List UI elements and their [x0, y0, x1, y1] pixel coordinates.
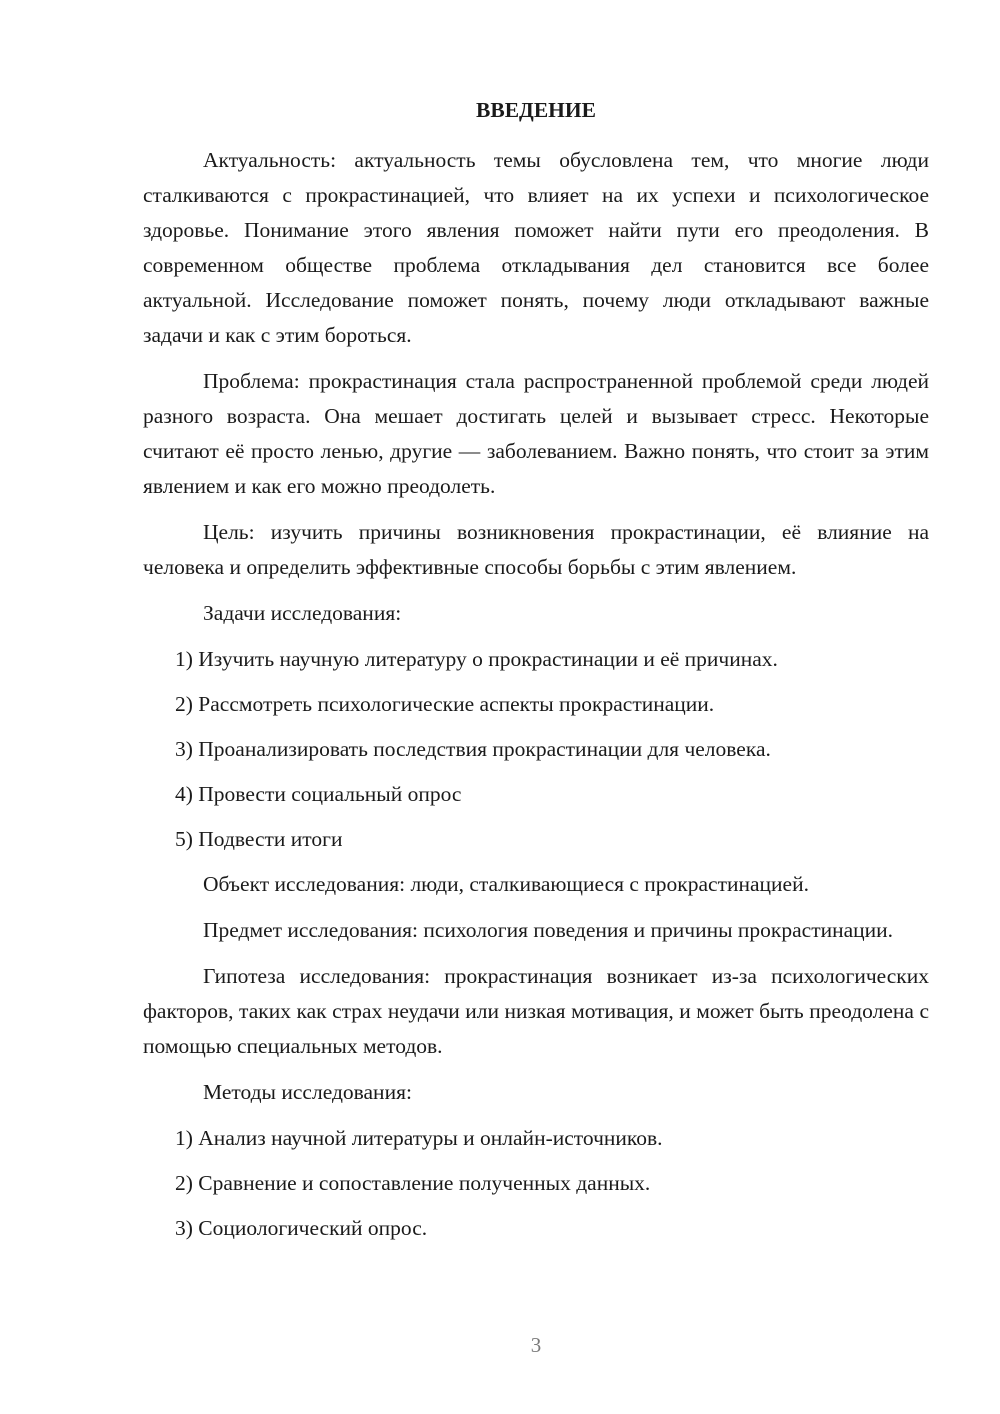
list-item: 4) Провести социальный опрос: [175, 782, 462, 806]
page-number: 3: [530, 1333, 542, 1357]
list-item: 2) Сравнение и сопоставление полученных данных.: [175, 1171, 651, 1195]
list-item: 1) Изучить научную литературу о прокрастинации и её причинах.: [175, 647, 778, 671]
tasks-heading: Задачи исследования:: [203, 601, 402, 625]
list-item: 2) Рассмотреть психологические аспекты прокрастинации.: [175, 692, 715, 716]
page-title: ВВЕДЕНИЕ: [476, 98, 596, 122]
problem-paragraph: Проблема: прокрастинация стала распространенной проблемой среди людей разного возраста. Она мешает достигать целей и вызывает стресс. Некоторые считают её просто ленью, другие — заболеванием. Важно понять, что стоит за этим явлением и как его можно преодолеть.: [143, 369, 929, 498]
methods-list: [143, 1121, 929, 1246]
relevance-paragraph: Актуальность: актуальность темы обусловлена тем, что многие люди сталкиваются с прокрастинацией, что влияет на их успехи и психологическое здоровье. Понимание этого явления поможет найти пути его преодоления. В современном обществе проблема откладывания дел становится все более актуальной. Исследование поможет понять, почему люди откладывают важные задачи и как с этим бороться.: [143, 148, 929, 347]
list-item: 3) Проанализировать последствия прокрастинации для человека.: [175, 737, 771, 761]
hypothesis-paragraph: Гипотеза исследования: прокрастинация возникает из-за психологических факторов, таких как страх неудачи или низкая мотивация, и может быть преодолена с помощью специальных методов.: [143, 964, 929, 1058]
document-page: [143, 95, 929, 1256]
list-item: 1) Анализ научной литературы и онлайн-источников.: [175, 1126, 663, 1150]
goal-paragraph: Цель: изучить причины возникновения прокрастинации, её влияние на человека и определить эффективные способы борьбы с этим явлением.: [143, 520, 929, 579]
object-paragraph: Объект исследования: люди, сталкивающиеся с прокрастинацией.: [203, 872, 809, 896]
list-item: 5) Подвести итоги: [175, 827, 343, 851]
tasks-list: [143, 642, 929, 857]
methods-heading: Методы исследования:: [203, 1080, 412, 1104]
list-item: 3) Социологический опрос.: [175, 1216, 428, 1240]
subject-paragraph: Предмет исследования: психология поведения и причины прокрастинации.: [203, 918, 894, 942]
